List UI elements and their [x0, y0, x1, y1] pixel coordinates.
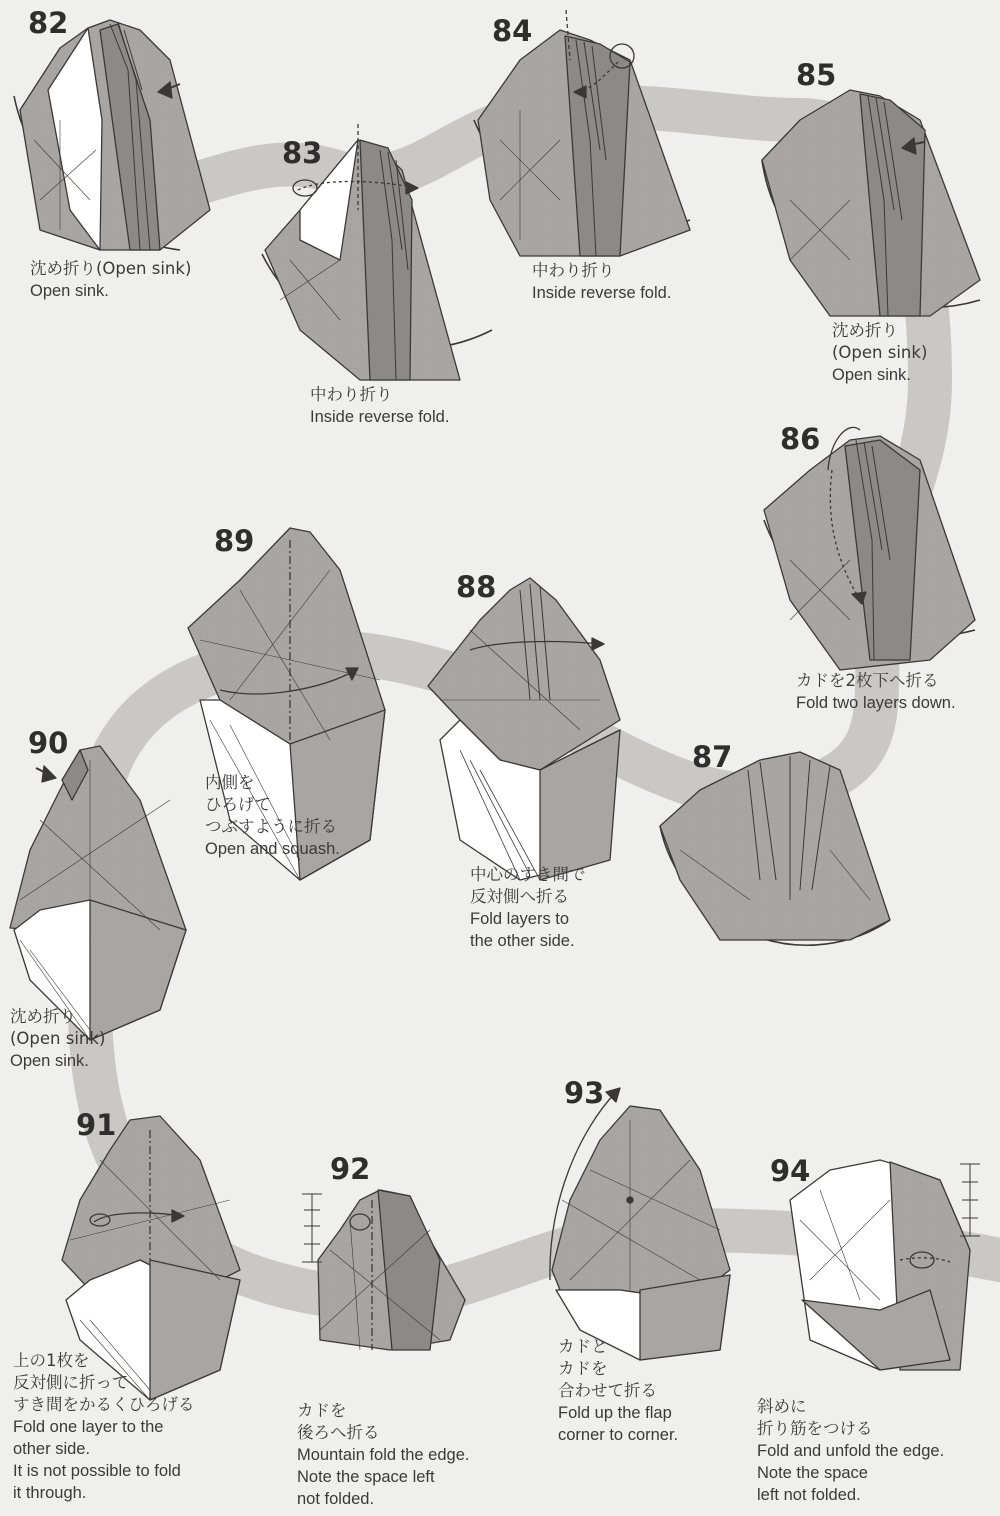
step-92-jp-line: 後ろへ折る [297, 1423, 380, 1442]
step-87-number: 87 [692, 740, 733, 774]
step-83-number: 83 [282, 136, 323, 170]
step-82-diagram [14, 20, 210, 250]
step-85-jp-line: 沈め折り [832, 321, 898, 340]
step-92-caption [297, 1400, 469, 1510]
step-88-jp-line: 反対側へ折る [470, 887, 569, 906]
step-92-number: 92 [330, 1152, 371, 1186]
step-89-number: 89 [214, 524, 255, 558]
step-91-en-line: Fold one layer to the [13, 1418, 164, 1436]
step-93-caption [558, 1336, 678, 1446]
step-85-jp-line: (Open sink) [832, 343, 928, 362]
step-92-en-line: not folded. [297, 1490, 375, 1508]
step-84-caption [532, 260, 671, 304]
step-90-number: 90 [28, 726, 69, 760]
step-90-caption [10, 1006, 105, 1072]
step-84-jp-line: 中わり折り [532, 261, 615, 280]
step-94-jp-line: 折り筋をつける [757, 1419, 873, 1438]
step-82-number: 82 [28, 6, 69, 40]
step-88-en-line: the other side. [470, 932, 575, 950]
step-88-diagram [428, 578, 620, 880]
step-85-number: 85 [796, 58, 837, 92]
step-86-caption [796, 670, 956, 714]
step-90-jp-line: (Open sink) [10, 1029, 106, 1048]
step-89-caption [205, 772, 340, 860]
step-89-jp-line: 内側を [205, 773, 255, 792]
step-86-en-line: Fold two layers down. [796, 694, 956, 712]
step-82-caption [30, 258, 191, 302]
step-91-en-line: it through. [13, 1484, 87, 1502]
step-94-number: 94 [770, 1154, 811, 1188]
step-86-diagram [764, 427, 975, 670]
step-94-en-line: Note the space [757, 1464, 868, 1482]
step-88-jp-line: 中心のすき間で [470, 865, 586, 884]
step-91-jp-line: 反対側に折って [13, 1373, 129, 1392]
step-91-jp-line: すき間をかるくひろげる [13, 1395, 195, 1414]
step-93-diagram [550, 1088, 730, 1360]
step-88-number: 88 [456, 570, 497, 604]
step-91-en-line: other side. [13, 1440, 91, 1458]
step-92-diagram [302, 1190, 465, 1350]
step-92-en-line: Note the space left [297, 1468, 435, 1486]
step-89-en-line: Open and squash. [205, 840, 340, 858]
step-90-jp-line: 沈め折り [10, 1007, 76, 1026]
step-90-en-line: Open sink. [10, 1052, 89, 1070]
step-93-jp-line: カドと [558, 1337, 608, 1356]
step-89-jp-line: ひろげて [205, 795, 271, 814]
step-91-jp-line: 上の1枚を [13, 1351, 90, 1370]
step-83-jp-line: 中わり折り [310, 385, 393, 404]
step-93-jp-line: 合わせて折る [558, 1381, 657, 1400]
step-82-en-line: Open sink. [30, 282, 109, 300]
step-86-jp-line: カドを2枚下へ折る [796, 671, 939, 690]
step-88-caption [470, 864, 586, 952]
step-88-en-line: Fold layers to [470, 910, 570, 928]
step-93-en-line: Fold up the flap [558, 1404, 672, 1422]
step-94-diagram [790, 1160, 980, 1370]
step-89-jp-line: つぶすように折る [205, 817, 337, 836]
step-92-en-line: Mountain fold the edge. [297, 1446, 470, 1464]
step-91-caption [13, 1350, 195, 1504]
step-82-jp-line: 沈め折り(Open sink) [30, 259, 192, 278]
step-94-caption [757, 1396, 944, 1506]
step-91-en-line: It is not possible to fold [13, 1462, 181, 1480]
step-86-number: 86 [780, 422, 821, 456]
step-93-jp-line: カドを [558, 1359, 608, 1378]
step-93-number: 93 [564, 1076, 605, 1110]
step-83-caption [310, 384, 449, 428]
step-94-en-line: Fold and unfold the edge. [757, 1442, 945, 1460]
step-83-en-line: Inside reverse fold. [310, 408, 450, 426]
step-85-en-line: Open sink. [832, 366, 911, 384]
step-94-en-line: left not folded. [757, 1486, 861, 1504]
step-84-number: 84 [492, 14, 533, 48]
step-93-en-line: corner to corner. [558, 1426, 679, 1444]
step-92-jp-line: カドを [297, 1401, 347, 1420]
step-91-number: 91 [76, 1108, 117, 1142]
step-90-diagram [10, 746, 186, 1040]
step-94-jp-line: 斜めに [757, 1397, 807, 1416]
step-85-caption [832, 320, 927, 386]
step-84-en-line: Inside reverse fold. [532, 284, 672, 302]
